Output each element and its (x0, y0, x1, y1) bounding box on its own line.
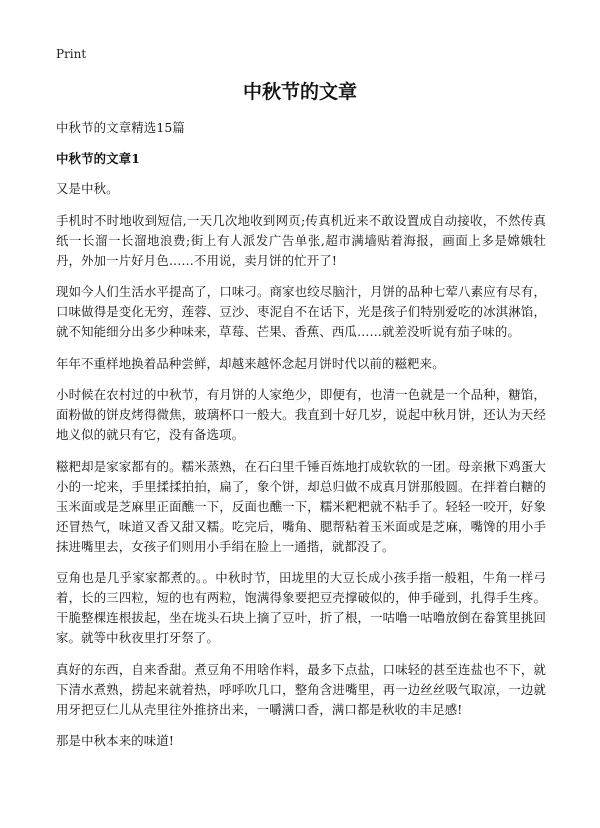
paragraph: 那是中秋本来的味道! (56, 733, 174, 748)
section-heading: 中秋节的文章1 (56, 151, 141, 166)
paragraph: 年年不重样地换着品种尝鲜，却越来越怀念起月饼时代以前的糍粑来。 (56, 355, 445, 371)
paragraph: 真好的东西，自来香甜。煮豆角不用啥作料，最多下点盐，口味轻的甚至连盐也不下，就下清水煮熟，捞起来就着热，呼呼吹几口，整角含进嘴里，再一边丝丝吸气取凉，一边就用牙把豆仁儿从壳里往外推挤出来，一嚼满口香，满口都是秋收的丰足感! (56, 661, 546, 717)
paragraph: 豆角也是几乎家家都煮的。。中秋时节，田垅里的大豆长成小孩手指一般粗，牛角一样弓着，长的三四粒，短的也有两粒，饱满得象要把豆壳撑破似的，伸手碰到，扎得手生疼。干脆整棵连根拔起，坐在垅头石块上摘了豆叶，折了根，一咕噜一咕噜放倒在畚箕里挑回家。就等中秋夜里打牙祭了。 (56, 570, 546, 645)
print-link[interactable]: Print (56, 47, 87, 61)
paragraph: 手机时不时地收到短信,一天几次地收到网页;传真机近来不敢设置成自动接收，不然传真纸一长溜一长溜地浪费;街上有人派发广告单张,超市满墙贴着海报，画面上多是嫦娥牡丹，外加一片好月色……不用说，卖月饼的忙开了! (56, 212, 546, 268)
paragraph: 糍粑却是家家都有的。糯米蒸熟，在石臼里千锤百炼地打成软软的一团。母亲揪下鸡蛋大小的一坨来，手里揉揉拍拍，扁了，象个饼，却总归做不成真月饼那般圆。在拌着白糖的玉米面或是芝麻里正面醮一下，反面也醮一下，糯米粑粑就不粘手了。轻轻一咬开，好象还冒热气，味道又香又甜又糯。吃完后，嘴角、腮帮粘着玉米面或是芝麻，嘴馋的用小手抹进嘴里去，女孩子们则用小手绢在脸上一通揩，就都没了。 (56, 458, 546, 554)
article-body (56, 118, 546, 763)
page-title: 中秋节的文章 (242, 81, 357, 103)
article-subtitle: 中秋节的文章精选15篇 (56, 120, 185, 135)
paragraph: 现如今人们生活水平提高了，口味刁。商家也绞尽脑汁，月饼的品种七荤八素应有尽有，口味做得是变化无穷，莲蓉、豆沙、枣泥自不在话下，光是孩子们特别爱吃的冰淇淋馅，就不知能细分出多少种味来，草莓、芒果、香蕉、西瓜……就差没听说有茄子味的。 (56, 284, 546, 339)
paragraph: 又是中秋。 (56, 181, 119, 196)
paragraph: 小时候在农村过的中秋节，有月饼的人家绝少，即便有，也清一色就是一个品种，糖馅，面粉做的饼皮烤得微焦，玻璃杯口一般大。我直到十好几岁，说起中秋月饼，还认为天经地义似的就只有它，没有备选项。 (56, 387, 546, 442)
